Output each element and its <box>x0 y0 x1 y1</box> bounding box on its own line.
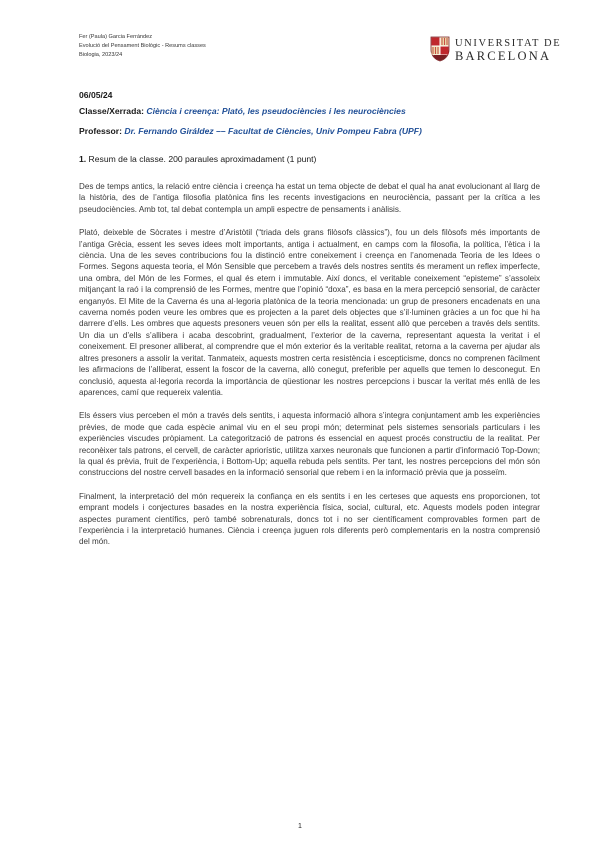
author-name: Fer (Paula) Garcia Ferrández <box>79 34 153 40</box>
program-year: Biologia, 2023/24 <box>79 52 123 58</box>
task-number: 1. <box>79 154 87 164</box>
page-number: 1 <box>298 823 302 830</box>
class-label: Classe/Xerrada: <box>79 106 144 116</box>
summary-content <box>79 181 540 560</box>
logo-line1: UNIVERSITAT DE <box>455 38 562 49</box>
course-title: Evolució del Pensament Biològic - Resums classes <box>79 43 206 49</box>
professor-separator: –– <box>216 126 229 136</box>
task-line <box>79 154 316 164</box>
professor-label: Professor: <box>79 126 122 136</box>
class-line <box>79 106 406 116</box>
professor-affiliation: Facultat de Ciències, Univ Pompeu Fabra (UPF) <box>228 126 422 136</box>
paragraph: Plató, deixeble de Sòcrates i mestre d’Aristòtil (“triada dels grans filòsofs clàssics”), fou un dels filòsofs més importants de l’antiga Grècia, essent les seves idees molt importants, antiga i actualment, en camps com la filosofia, la política, l’ètica i la ciència. Una de les seves contribucions fou la distinció entre coneixement i creença en l’anomenada Teoria de les Idees o Formes. Segons aquesta teoria, el Món Sensible que percebem a través dels nostres sentits és merament un reflex imperfecte, una ombra, del Món de les Formes, el qual és etern i immutable. Així doncs, el veritable coneixement “episteme” s’assoleix mitjançant la raó i la comprensió de les Formes, mentre que l’opinió “doxa”, es basa en la mera percepció sensorial, de caràcter enganyós. El Mite de la Caverna és una al·legoria platònica de la teoria mencionada: un grup de presoners encadenats en una caverna només poden veure les ombres que es projecten a la paret dels objectes que s’il·luminen gràcies a un foc que hi ha darrere d’ells. Les ombres que aquests presoners veuen són per ells la realitat, essent allò que perceben a través dels sentits. Un dia un d’ells s’allibera i acaba descobrint, gradualment, l’exterior de la caverna, representant aquesta la veritat i el coneixement. El presoner alliberat, al comprendre que el món exterior és la veritable realitat, retorna a la caverna per ajudar als altres presoners a assolir la veritat. Tanmateix, aquests mostren certa resistència i escepticisme, doncs no comprenen fàcilment les afirmacions de l’alliberat, essent la foscor de la caverna, allò conegut, preferible per aquells que temen lo desconegut. En conclusió, aquesta al·legoria recorda la importància de qüestionar les nostres percepcions i buscar la veritat més enllà de les aparences, camí que requereix valentia. <box>79 228 540 397</box>
date: 06/05/24 <box>79 90 113 100</box>
logo-line2: BARCELONA <box>455 49 552 63</box>
class-title: Ciència i creença: Plató, les pseudociències i les neurociències <box>146 106 406 116</box>
paragraph: Els éssers vius perceben el món a través dels sentits, i aquesta informació alhora s’integra conjuntament amb les experiències prèvies, de mode que cada espècie animal viu en el seu propi món; determinat pels sistemes sensorials particulars i les experiències viscudes pròpiament. La categorització de patrons és essencial en aquest procés constructiu de la realitat. Per reconèixer tals patrons, el cervell, de caràcter apriorístic, utilitza xarxes neuronals que funcionen a partir d’informació Top-Down; la qual és prèvia, fruit de l’experiència, i Bottom-Up; aquella rebuda pels sentits. Per tant, les nostres percepcions del món són construccions del nostre cervell basades en la informació sensorial que rebem i en la informació prèvia que ja posseïm. <box>79 411 540 478</box>
professor-name: Dr. Fernando Giráldez <box>124 126 217 136</box>
paragraph: Finalment, la interpretació del món requereix la confiança en els sentits i en les certeses que aquests ens proporcionen, tot emprant models i conjectures basades en la nostra experiència física, social, cultural, etc. Aquests models poden integrar aspectes purament científics, però també sobrenaturals, doncs tot i no ser científicament comprovables formen part de l’experiència i la interpretació humanes. Ciència i creença juguen rols diferents però complementaris en la nostra comprensió del món. <box>79 491 540 547</box>
header-meta <box>79 33 206 60</box>
task-text: Resum de la classe. 200 paraules aproximadament (1 punt) <box>86 154 317 164</box>
ub-shield-icon <box>430 36 450 62</box>
paragraph: Des de temps antics, la relació entre ciència i creença ha estat un tema objecte de debat el qual ha anat evolucionant al llarg de la història, des de l’antiga filosofia platònica fins les recents investigacions en neurociència, passant per la crítica a les pseudociències. Amb tot, tal debat contempla un ampli espectre de pensaments i anàlisis. <box>79 182 540 214</box>
professor-line <box>79 126 422 136</box>
university-logo <box>430 36 562 64</box>
